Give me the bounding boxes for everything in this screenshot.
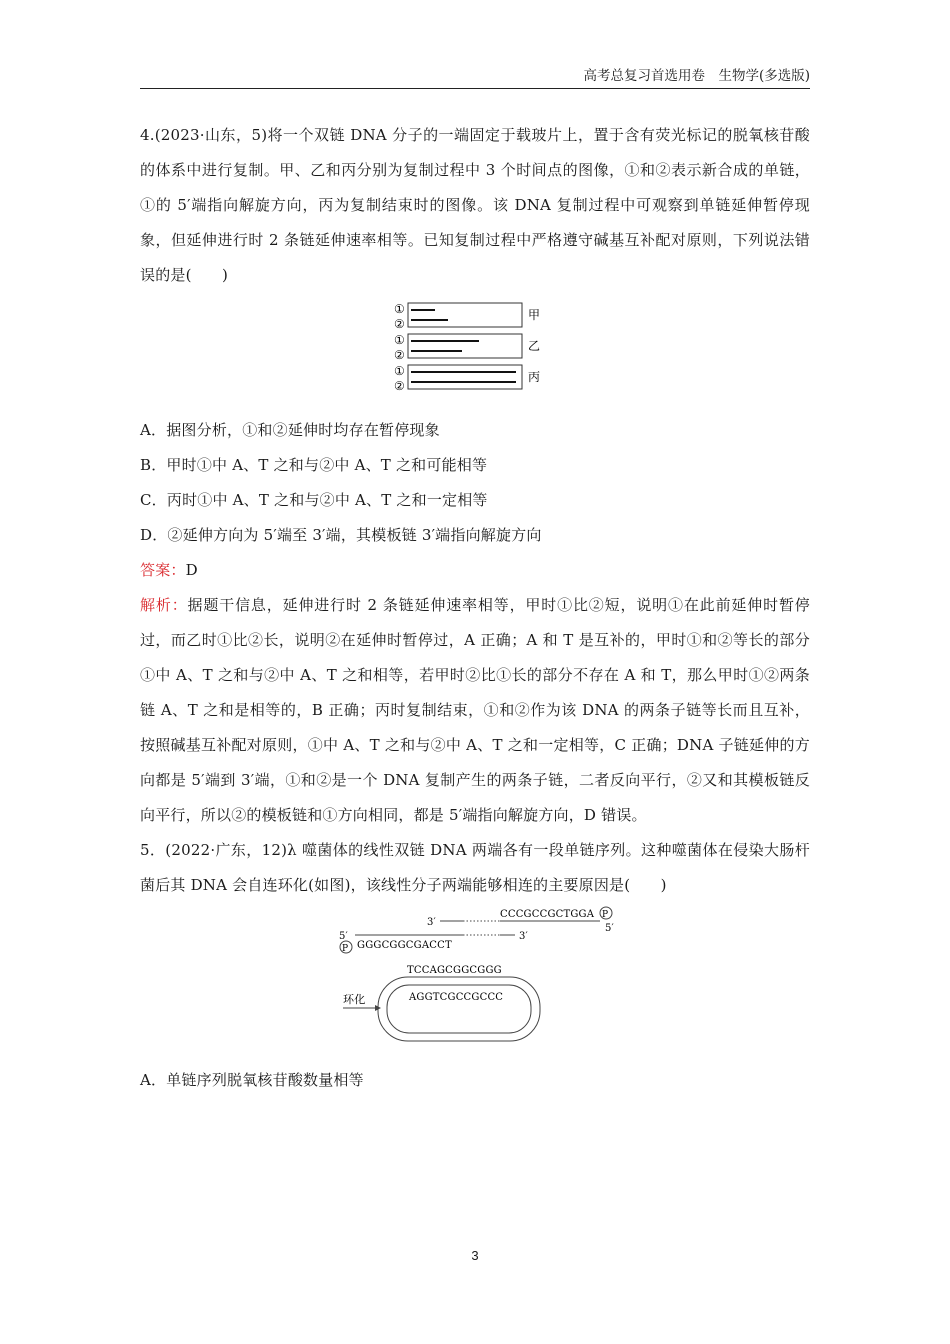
fig2-ring-top-seq: TCCAGCGGCGGG bbox=[407, 965, 502, 976]
fig1-mark-1-yi: ① bbox=[394, 333, 405, 347]
fig1-label-jia: 甲 bbox=[528, 308, 541, 322]
fig2-phosphate-left-label: P bbox=[342, 944, 349, 954]
question-4-option-d: D．②延伸方向为 5′端至 3′端，其模板链 3′端指向解旋方向 bbox=[140, 526, 542, 544]
fig2-arrow-label: 环化 bbox=[343, 993, 366, 1006]
fig1-label-yi: 乙 bbox=[528, 339, 541, 353]
page-content bbox=[140, 118, 810, 1098]
fig1-label-bing: 丙 bbox=[528, 370, 541, 384]
question-4-option-b: B．甲时①中 A、T 之和与②中 A、T 之和可能相等 bbox=[140, 456, 488, 474]
question-4-option-c: C．丙时①中 A、T 之和与②中 A、T 之和一定相等 bbox=[140, 491, 488, 509]
fig2-bottom-seq: GGGCGGCGACCT bbox=[357, 940, 452, 951]
page-number: 3 bbox=[471, 1248, 479, 1263]
fig1-box-jia bbox=[408, 303, 522, 327]
answer-value: D bbox=[185, 561, 198, 579]
answer-label: 答案： bbox=[140, 561, 186, 579]
fig2-3prime-bottom: 3′ bbox=[519, 931, 529, 942]
analysis-text: 据题干信息，延伸进行时 2 条链延伸速率相等，甲时①比②短，说明①在此前延伸时暂停过，而乙时①比②长，说明②在延伸时暂停过，A 正确；A 和 T 是互补的，甲时①和②等长的部分①中 A、T 之和与②中 A、T 之和相等，若甲时②比①长的部分不存在 A 和 T，那么甲时①②两条链 A、T 之和是相等的，B 正确；丙时复制结束，①和②作为该 DNA 的两条子链等长而且互补，按照碱基互补配对原则，①中 A、T 之和与②中 A、T 之和一定相等，C 正确；DNA 子链延伸的方向都是 5′端到 3′端，①和②是一个 DNA 复制产生的两条子链，二者反向平行，②又和其模板链反向平行，所以②的模板链和①方向相同，都是 5′端指向解旋方向，D 错误。 bbox=[140, 596, 810, 824]
analysis-label: 解析： bbox=[140, 596, 188, 614]
fig2-ring-outer bbox=[378, 977, 540, 1041]
fig2-5prime-left: 5′ bbox=[339, 931, 349, 942]
page-header bbox=[140, 66, 810, 89]
fig1-box-yi bbox=[408, 334, 522, 358]
question-4-answer bbox=[140, 553, 810, 588]
fig1-mark-1-jia: ① bbox=[394, 302, 405, 316]
question-4-option-a: A．据图分析，①和②延伸时均存在暂停现象 bbox=[140, 421, 440, 439]
fig2-5prime-right: 5′ bbox=[605, 923, 615, 934]
fig1-mark-1-bing: ① bbox=[394, 364, 405, 378]
question-5-stem: 5．(2022·广东，12)λ 噬菌体的线性双链 DNA 两端各有一段单链序列。这种噬菌体在侵染大肠杆菌后其 DNA 会自连环化(如图)，该线性分子两端能够相连的主要原因是( ) bbox=[140, 841, 810, 894]
fig2-ring-inner-seq: AGGTCGCCGCCC bbox=[409, 992, 504, 1003]
fig1-mark-2-jia: ② bbox=[394, 317, 405, 331]
fig2-top-seq: CCCGCCGCTGGA bbox=[500, 909, 595, 920]
fig2-phosphate-right-label: P bbox=[602, 910, 609, 920]
fig1-mark-2-yi: ② bbox=[394, 348, 405, 362]
fig1-mark-2-bing: ② bbox=[394, 379, 405, 393]
fig1-box-bing bbox=[408, 365, 522, 389]
replication-figure bbox=[390, 299, 560, 399]
fig2-3prime-top: 3′ bbox=[427, 917, 437, 928]
header-title: 高考总复习首选用卷 生物学(多选版) bbox=[583, 68, 810, 84]
phage-circularization-figure bbox=[315, 905, 635, 1053]
question-5-option-a: A．单链序列脱氧核苷酸数量相等 bbox=[140, 1071, 364, 1089]
question-4-stem: 4.(2023·山东，5)将一个双链 DNA 分子的一端固定于载玻片上，置于含有荧光标记的脱氧核苷酸的体系中进行复制。甲、乙和丙分别为复制过程中 3 个时间点的图像，①和②表示新合成的单链，①的 5′端指向解旋方向，丙为复制结束时的图像。该 DNA 复制过程中可观察到单链延伸暂停现象，但延伸进行时 2 条链延伸速率相等。已知复制过程中严格遵守碱基互补配对原则，下列说法错误的是( ) bbox=[140, 126, 810, 284]
question-4-analysis bbox=[140, 588, 810, 833]
